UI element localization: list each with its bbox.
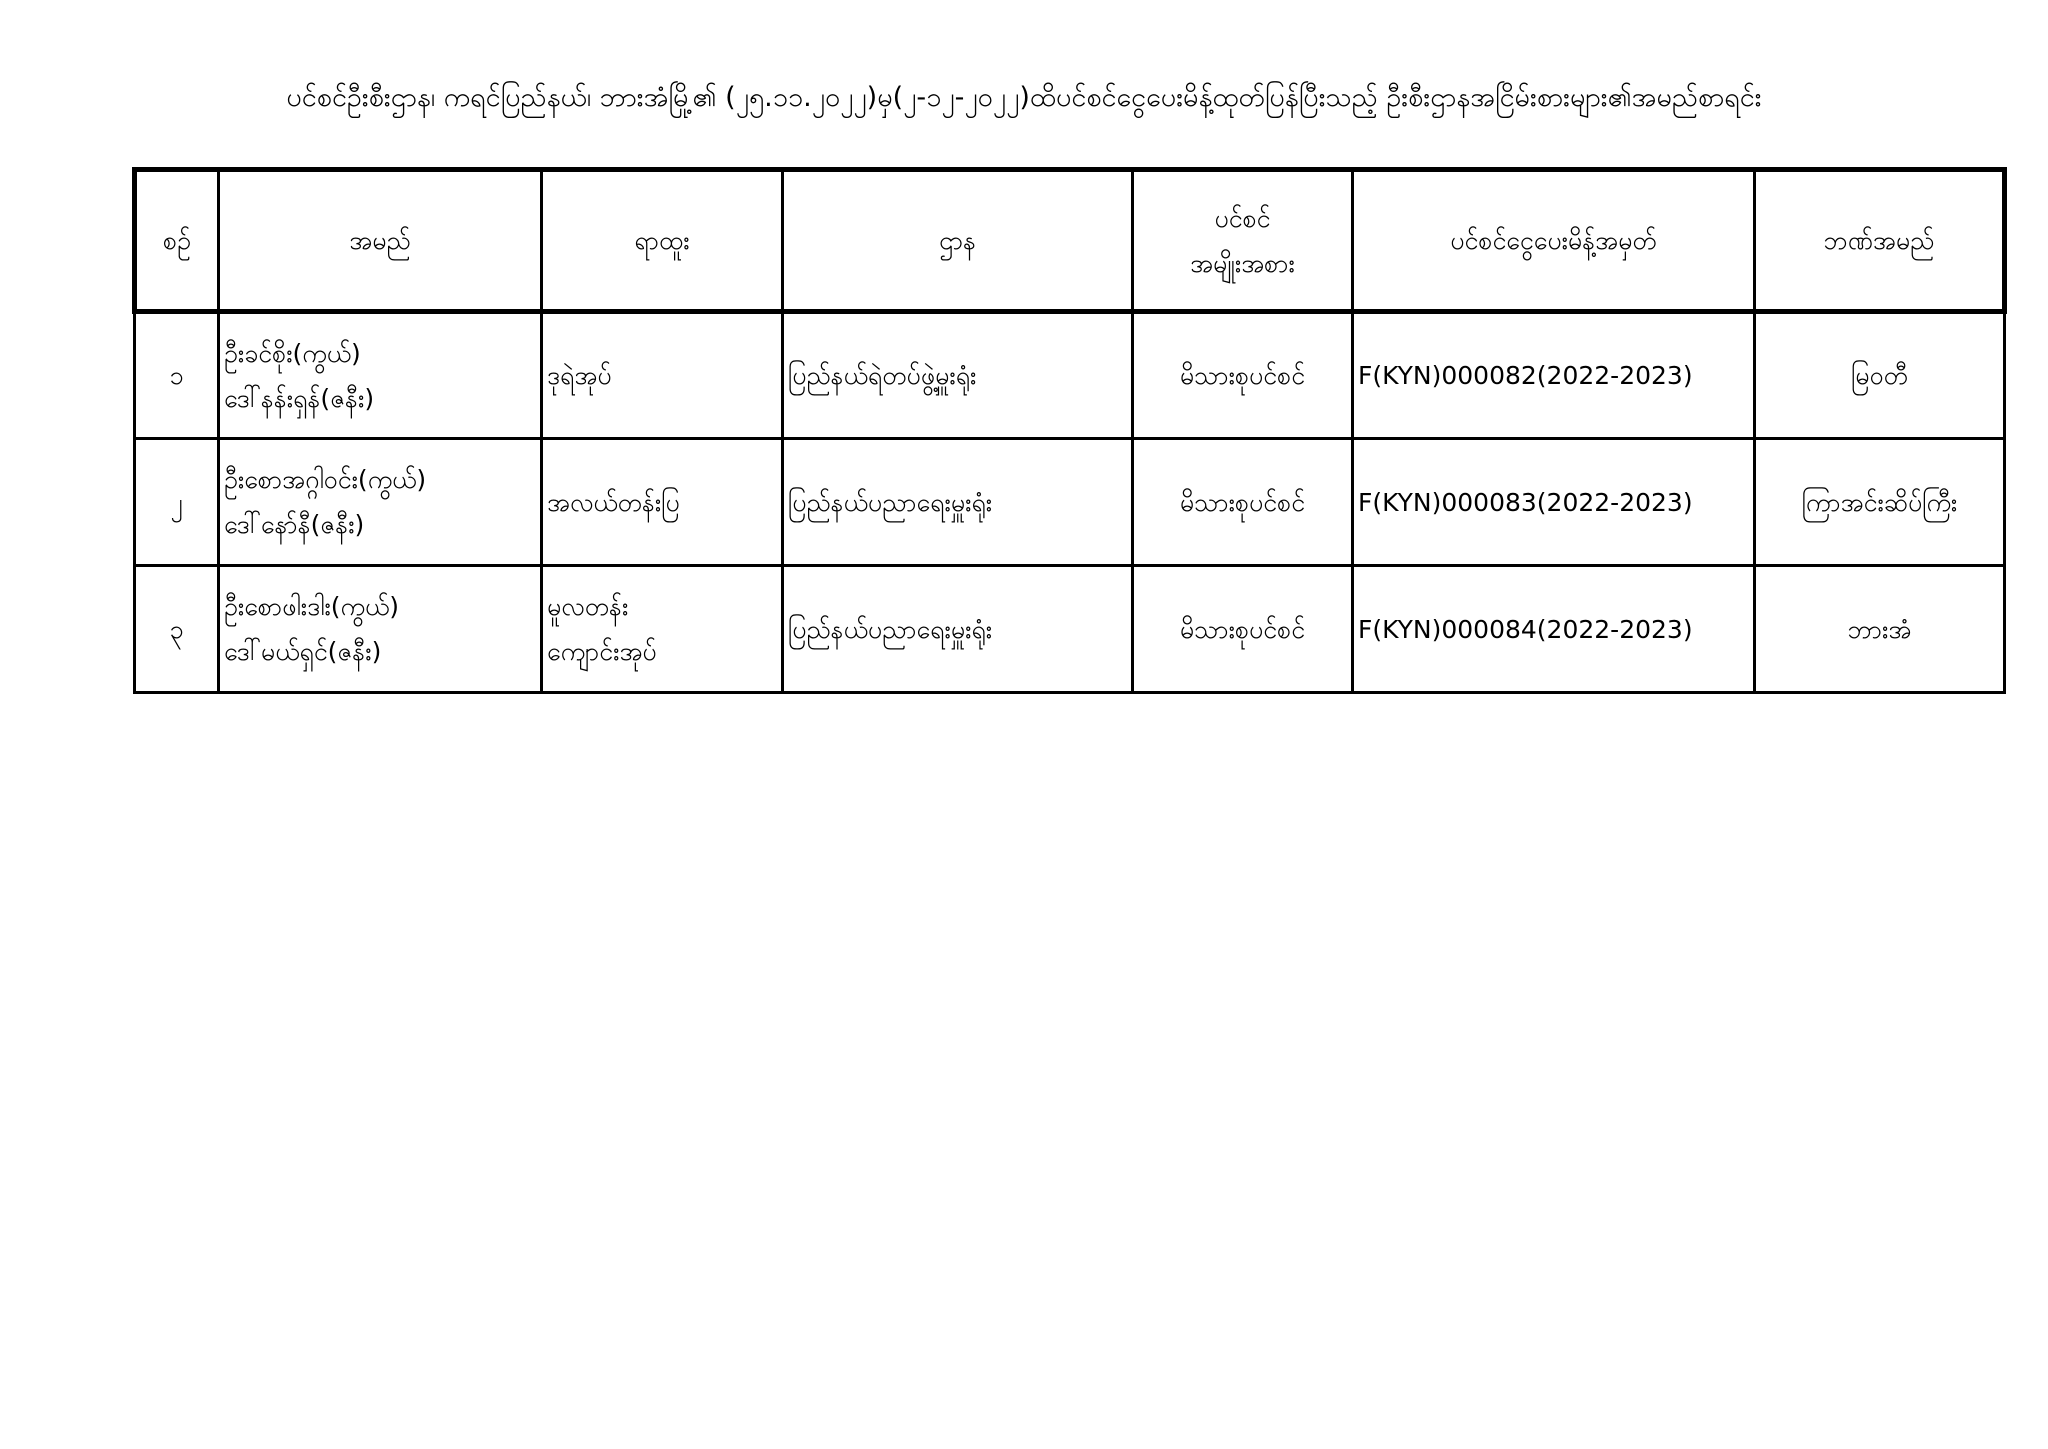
table-row (135, 439, 2005, 566)
cell-position-line1: မူလတန်း (547, 592, 629, 621)
cell-name (219, 439, 542, 566)
header-pension-type-line1: ပင်စင် (1214, 203, 1271, 233)
cell-name-line1: ဦးခင်စိုး(ကွယ်) (224, 338, 361, 368)
cell-pension-type: မိသားစုပင်စင် (1133, 439, 1353, 566)
cell-pension-type: မိသားစုပင်စင် (1133, 566, 1353, 693)
cell-name-line2: ဒေါ်နော်နီ(ဇနီး) (224, 510, 365, 539)
cell-position (542, 566, 783, 693)
cell-bank: ဘားအံ (1755, 566, 2005, 693)
cell-department: ပြည်နယ်ပညာရေးမှူးရုံး (783, 566, 1133, 693)
cell-name-line1: ဦးစောဖါးဒါး(ကွယ်) (224, 592, 400, 621)
header-no: စဉ် (135, 170, 219, 312)
header-pension-type-line2: အမျိုးအစား (1190, 248, 1295, 278)
table-row (135, 312, 2005, 439)
cell-bank: ကြာအင်းဆိပ်ကြီး (1755, 439, 2005, 566)
cell-name-line2: ဒေါ်နန်းရှန်(ဇနီး) (224, 383, 375, 413)
header-name: အမည် (219, 170, 542, 312)
cell-name-line1: ဦးစောအဂ္ဂါဝင်း(ကွယ်) (224, 465, 427, 494)
cell-no: ၃ (135, 566, 219, 693)
cell-department: ပြည်နယ်ပညာရေးမှူးရုံး (783, 439, 1133, 566)
table-row (135, 566, 2005, 693)
table-body (135, 312, 2005, 693)
pension-table (132, 167, 2002, 694)
cell-name (219, 566, 542, 693)
cell-name-line2: ဒေါ်မယ်ရှင်(ဇနီး) (224, 637, 382, 666)
cell-position-line1: ဒုရဲအုပ် (547, 361, 612, 390)
header-position: ရာထူး (542, 170, 783, 312)
cell-pension-type: မိသားစုပင်စင် (1133, 312, 1353, 439)
header-pension-type (1133, 170, 1353, 312)
cell-order-no: F(KYN)000084(2022-2023) (1353, 566, 1755, 693)
cell-no: ၂ (135, 439, 219, 566)
cell-position (542, 312, 783, 439)
cell-order-no: F(KYN)000082(2022-2023) (1353, 312, 1755, 439)
header-order-no: ပင်စင်ငွေပေးမိန့်အမှတ် (1353, 170, 1755, 312)
cell-no: ၁ (135, 312, 219, 439)
cell-order-no: F(KYN)000083(2022-2023) (1353, 439, 1755, 566)
cell-name (219, 312, 542, 439)
header-department: ဌာန (783, 170, 1133, 312)
cell-position-line2: ကျောင်းအုပ် (547, 637, 657, 666)
cell-department: ပြည်နယ်ရဲတပ်ဖွဲ့မှူးရုံး (783, 312, 1133, 439)
header-row (135, 170, 2005, 312)
table-header (135, 170, 2005, 312)
cell-position-line1: အလယ်တန်းပြ (547, 487, 680, 517)
cell-position (542, 439, 783, 566)
cell-bank: မြဝတီ (1755, 312, 2005, 439)
page-title: ပင်စင်ဦးစီးဌာန၊ ကရင်ပြည်နယ်၊ ဘားအံမြို့၏ (၂၅.၁၁.၂၀၂၂)မှ(၂-၁၂-၂၀၂၂)ထိပင်စင်ငွေပေးမိန့်ထုတ်ပြန်ပြီးသည့် ဦးစီးဌာနအငြိမ်းစားများ၏အမည်စာရင်း (286, 82, 1762, 113)
header-bank: ဘဏ်အမည် (1755, 170, 2005, 312)
